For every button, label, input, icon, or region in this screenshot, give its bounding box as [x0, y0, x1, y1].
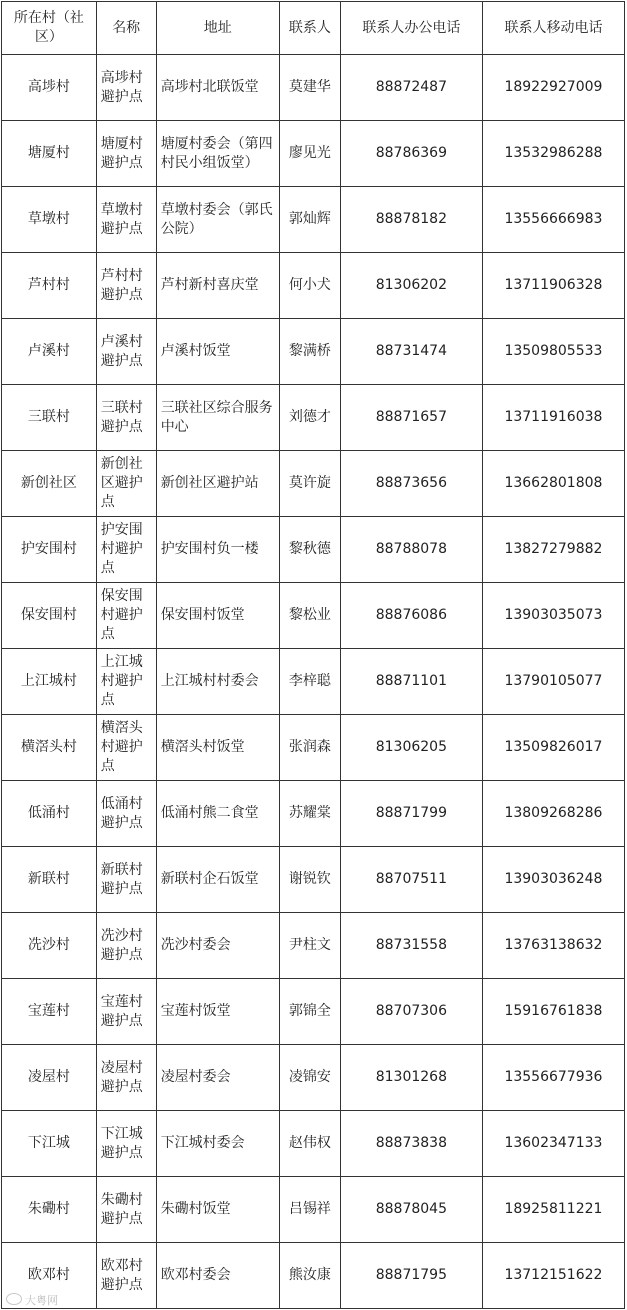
- cell-address: 冼沙村委会: [156, 913, 279, 979]
- watermark: [6, 1292, 58, 1308]
- cell-village: 新联村: [2, 847, 97, 913]
- table-row: [2, 649, 625, 715]
- cell-contact: 凌锦安: [279, 1045, 340, 1111]
- cell-mobile-phone: 13509805533: [482, 319, 624, 385]
- table-row: [2, 913, 625, 979]
- cell-address: 宝莲村饭堂: [156, 979, 279, 1045]
- cell-address: 凌屋村委会: [156, 1045, 279, 1111]
- cell-contact: 黎满桥: [279, 319, 340, 385]
- header-name: 名称: [96, 2, 156, 55]
- cell-office-phone: 88731558: [340, 913, 482, 979]
- cell-office-phone: 88731474: [340, 319, 482, 385]
- cell-address: 卢溪村饭堂: [156, 319, 279, 385]
- table-row: [2, 1045, 625, 1111]
- cell-office-phone: 88878182: [340, 187, 482, 253]
- cell-office-phone: 88788078: [340, 517, 482, 583]
- cell-name: 冼沙村避护点: [96, 913, 156, 979]
- table-row: [2, 121, 625, 187]
- cell-mobile-phone: 13809268286: [482, 781, 624, 847]
- cell-contact: 赵伟权: [279, 1111, 340, 1177]
- cell-name: 草墩村避护点: [96, 187, 156, 253]
- cell-mobile-phone: 13532986288: [482, 121, 624, 187]
- cell-office-phone: 88873656: [340, 451, 482, 517]
- table-row: [2, 781, 625, 847]
- header-office-phone: 联系人办公电话: [340, 2, 482, 55]
- table-row: [2, 715, 625, 781]
- header-village: 所在村（社区）: [2, 2, 97, 55]
- cell-mobile-phone: 13763138632: [482, 913, 624, 979]
- cell-office-phone: 88871101: [340, 649, 482, 715]
- cell-mobile-phone: 15916761838: [482, 979, 624, 1045]
- cell-village: 保安围村: [2, 583, 97, 649]
- cell-contact: 尹柱文: [279, 913, 340, 979]
- cell-village: 草墩村: [2, 187, 97, 253]
- table-row: [2, 1243, 625, 1309]
- table-row: [2, 55, 625, 121]
- cell-mobile-phone: 13711916038: [482, 385, 624, 451]
- cell-village: 横滘头村: [2, 715, 97, 781]
- cell-office-phone: 88876086: [340, 583, 482, 649]
- cell-contact: 张润森: [279, 715, 340, 781]
- cell-contact: 何小犬: [279, 253, 340, 319]
- header-contact: 联系人: [279, 2, 340, 55]
- cell-village: 凌屋村: [2, 1045, 97, 1111]
- header-mobile-phone: 联系人移动电话: [482, 2, 624, 55]
- cell-address: 三联社区综合服务中心: [156, 385, 279, 451]
- cell-contact: 莫许旋: [279, 451, 340, 517]
- cell-address: 下江城村委会: [156, 1111, 279, 1177]
- cell-name: 芦村村避护点: [96, 253, 156, 319]
- cell-office-phone: 81306205: [340, 715, 482, 781]
- cell-contact: 黎秋德: [279, 517, 340, 583]
- table-row: [2, 583, 625, 649]
- cell-address: 欧邓村委会: [156, 1243, 279, 1309]
- cell-mobile-phone: 13602347133: [482, 1111, 624, 1177]
- cell-contact: 熊汝康: [279, 1243, 340, 1309]
- cell-name: 高埗村避护点: [96, 55, 156, 121]
- table-row: [2, 1177, 625, 1243]
- cell-address: 新创社区避护站: [156, 451, 279, 517]
- cell-mobile-phone: 13556666983: [482, 187, 624, 253]
- weibo-icon: [6, 1293, 22, 1305]
- cell-office-phone: 88873838: [340, 1111, 482, 1177]
- cell-name: 新创社区避护点: [96, 451, 156, 517]
- cell-village: 冼沙村: [2, 913, 97, 979]
- cell-address: 草墩村委会（郭氏公院）: [156, 187, 279, 253]
- table-row: [2, 187, 625, 253]
- cell-address: 朱磡村饭堂: [156, 1177, 279, 1243]
- cell-office-phone: 81306202: [340, 253, 482, 319]
- cell-address: 塘厦村委会（第四村民小组饭堂）: [156, 121, 279, 187]
- cell-village: 高埗村: [2, 55, 97, 121]
- cell-mobile-phone: 13509826017: [482, 715, 624, 781]
- table-row: [2, 979, 625, 1045]
- table-row: [2, 1111, 625, 1177]
- cell-name: 横滘头村避护点: [96, 715, 156, 781]
- cell-address: 上江城村村委会: [156, 649, 279, 715]
- cell-village: 欧邓村: [2, 1243, 97, 1309]
- cell-name: 宝莲村避护点: [96, 979, 156, 1045]
- cell-office-phone: 88871657: [340, 385, 482, 451]
- cell-contact: 黎松业: [279, 583, 340, 649]
- table-row: [2, 847, 625, 913]
- table-header-row: [2, 2, 625, 55]
- cell-address: 护安围村负一楼: [156, 517, 279, 583]
- cell-office-phone: 88707306: [340, 979, 482, 1045]
- cell-office-phone: 88878045: [340, 1177, 482, 1243]
- cell-name: 保安围村避护点: [96, 583, 156, 649]
- cell-mobile-phone: 13712151622: [482, 1243, 624, 1309]
- cell-name: 卢溪村避护点: [96, 319, 156, 385]
- cell-village: 低涌村: [2, 781, 97, 847]
- table-body: [2, 55, 625, 1309]
- cell-village: 下江城: [2, 1111, 97, 1177]
- cell-contact: 郭锦全: [279, 979, 340, 1045]
- cell-village: 护安围村: [2, 517, 97, 583]
- cell-contact: 吕锡祥: [279, 1177, 340, 1243]
- header-address: 地址: [156, 2, 279, 55]
- cell-address: 高埗村北联饭堂: [156, 55, 279, 121]
- cell-village: 芦村村: [2, 253, 97, 319]
- cell-mobile-phone: 13790105077: [482, 649, 624, 715]
- cell-name: 朱磡村避护点: [96, 1177, 156, 1243]
- cell-mobile-phone: 13903036248: [482, 847, 624, 913]
- cell-name: 塘厦村避护点: [96, 121, 156, 187]
- cell-name: 低涌村避护点: [96, 781, 156, 847]
- cell-mobile-phone: 13662801808: [482, 451, 624, 517]
- cell-name: 三联村避护点: [96, 385, 156, 451]
- cell-office-phone: 81301268: [340, 1045, 482, 1111]
- cell-office-phone: 88707511: [340, 847, 482, 913]
- cell-village: 宝莲村: [2, 979, 97, 1045]
- shelter-contact-table: [1, 1, 625, 1309]
- cell-village: 新创社区: [2, 451, 97, 517]
- table-row: [2, 385, 625, 451]
- cell-address: 低涌村熊二食堂: [156, 781, 279, 847]
- cell-name: 凌屋村避护点: [96, 1045, 156, 1111]
- cell-office-phone: 88786369: [340, 121, 482, 187]
- watermark-text: 大粤网: [25, 1294, 58, 1307]
- cell-name: 新联村避护点: [96, 847, 156, 913]
- cell-contact: 廖见光: [279, 121, 340, 187]
- cell-name: 欧邓村避护点: [96, 1243, 156, 1309]
- cell-mobile-phone: 13903035073: [482, 583, 624, 649]
- cell-village: 上江城村: [2, 649, 97, 715]
- table-row: [2, 517, 625, 583]
- cell-name: 上江城村避护点: [96, 649, 156, 715]
- cell-contact: 谢锐钦: [279, 847, 340, 913]
- cell-name: 护安围村避护点: [96, 517, 156, 583]
- cell-address: 新联村企石饭堂: [156, 847, 279, 913]
- cell-village: 卢溪村: [2, 319, 97, 385]
- cell-village: 塘厦村: [2, 121, 97, 187]
- cell-mobile-phone: 13827279882: [482, 517, 624, 583]
- cell-office-phone: 88871799: [340, 781, 482, 847]
- cell-contact: 李梓聪: [279, 649, 340, 715]
- cell-address: 芦村新村喜庆堂: [156, 253, 279, 319]
- cell-office-phone: 88871795: [340, 1243, 482, 1309]
- cell-contact: 苏耀棠: [279, 781, 340, 847]
- cell-mobile-phone: 18922927009: [482, 55, 624, 121]
- cell-name: 下江城避护点: [96, 1111, 156, 1177]
- table-row: [2, 253, 625, 319]
- cell-address: 横滘头村饭堂: [156, 715, 279, 781]
- table-row: [2, 451, 625, 517]
- cell-contact: 郭灿辉: [279, 187, 340, 253]
- cell-address: 保安围村饭堂: [156, 583, 279, 649]
- cell-office-phone: 88872487: [340, 55, 482, 121]
- cell-village: 三联村: [2, 385, 97, 451]
- cell-mobile-phone: 18925811221: [482, 1177, 624, 1243]
- cell-contact: 莫建华: [279, 55, 340, 121]
- cell-mobile-phone: 13711906328: [482, 253, 624, 319]
- cell-contact: 刘德才: [279, 385, 340, 451]
- cell-mobile-phone: 13556677936: [482, 1045, 624, 1111]
- cell-village: 朱磡村: [2, 1177, 97, 1243]
- table-row: [2, 319, 625, 385]
